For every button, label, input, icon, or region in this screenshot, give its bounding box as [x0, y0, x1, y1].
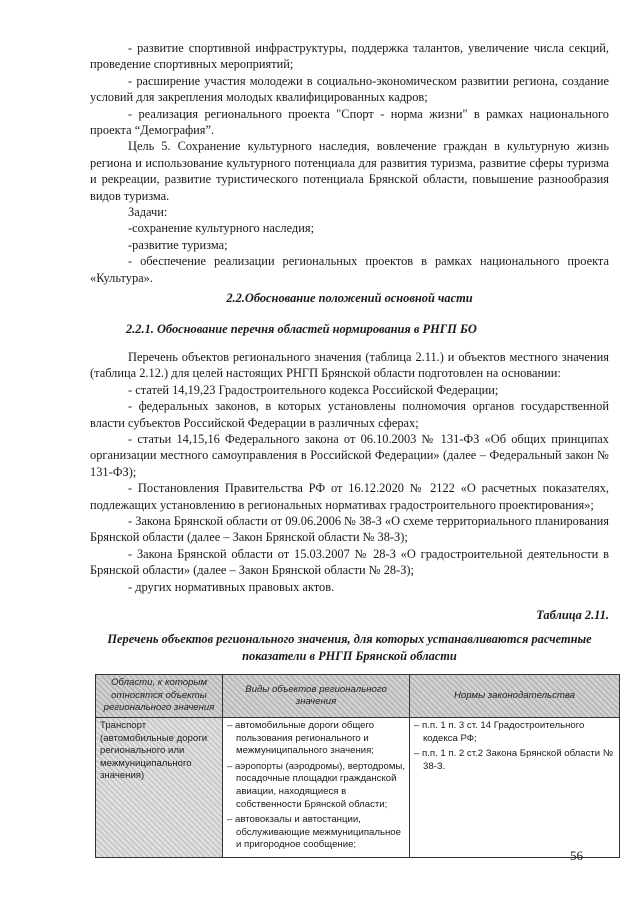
page-number: 56 — [570, 848, 583, 863]
page-text — [90, 40, 614, 858]
list-item: – п.п. 1 п. 3 ст. 14 Градостроительного кодекса РФ; — [414, 720, 615, 745]
paragraph: - других нормативных правовых актов. — [128, 579, 335, 594]
paragraph: Задачи: — [128, 205, 168, 220]
list-item: – автовокзалы и автостанции, обслуживающие межмуниципальное и пригородное сообщение; — [227, 814, 405, 852]
table-row — [96, 718, 620, 858]
paragraph: - развитие спортивной инфраструктуры, поддержка талантов, увеличение числа секций, проведение спортивных мероприятий; — [90, 41, 609, 72]
paragraph: - расширение участия молодежи в социально-экономическом развитии региона, создание условий для закрепления молодых квалифицированных кадров; — [90, 73, 609, 105]
table-label: Таблица 2.11. — [536, 608, 609, 622]
norms-list — [414, 720, 615, 773]
kinds-list — [227, 720, 405, 852]
table-header-cell: Области, к которым относятся объекты регионального значения — [96, 675, 223, 718]
table-header-cell: Виды объектов регионального значения — [223, 675, 410, 718]
paragraph: Перечень объектов регионального значения (таблица 2.11.) и объектов местного значения (таблица 2.12.) для целей настоящих РНГП Брянской области подготовлен на основании: — [90, 349, 609, 381]
paragraph: - Закона Брянской области от 15.03.2007 № 28-З «О градостроительной деятельности в Брянской области» (далее – Закон Брянской области № 28-З); — [90, 546, 609, 578]
table-header-cell: Нормы законодательства — [410, 675, 620, 718]
list-item: – аэропорты (аэродромы), вертодромы, посадочные площадки гражданской авиации, находящиеся в собственности Брянской области; — [227, 761, 405, 811]
paragraph: - Постановления Правительства РФ от 16.12.2020 № 2122 «О расчетных показателях, подлежащих установлению в региональных нормативах градостроительного проектирования»; — [90, 481, 609, 512]
table-cell-norms — [410, 718, 620, 858]
paragraph: Цель 5. Сохранение культурного наследия, вовлечение граждан в культурную жизнь региона и использование культурного потенциала для развития туризма, развитие сферы туризма и рекреации, развитие туристического потенциала Брянской области, повышение разнообразия видов туризма. — [90, 139, 609, 203]
paragraph: - Закона Брянской области от 09.06.2006 № 38-З «О схеме территориального планирования Брянской области (далее – Закон Брянской области № 38-З); — [90, 513, 609, 545]
paragraph: - статьи 14,15,16 Федерального закона от 06.10.2003 № 131-ФЗ «Об общих принципах организации местного самоуправления в Российской Федерации» (далее – Федеральный закон № 131-ФЗ); — [90, 431, 609, 479]
paragraph: - реализация регионального проекта "Спорт - норма жизни" в рамках национального проекта “Демография”. — [90, 106, 609, 138]
paragraph: -сохранение культурного наследия; — [128, 221, 315, 236]
table-cell-area: Транспорт (автомобильные дороги регионального или межмуниципального значения) — [96, 718, 223, 858]
table-cell-kinds — [223, 718, 410, 858]
regional-objects-table — [95, 674, 620, 858]
table-title: Перечень объектов регионального значения, для которых устанавливаются расчетные показатели в РНГП Брянской области — [107, 632, 592, 663]
section-heading: 2.2.Обоснование положений основной части — [226, 291, 473, 306]
subsection-heading: 2.2.1. Обоснование перечня областей нормирования в РНГП БО — [126, 321, 477, 336]
paragraph: - статей 14,19,23 Градостроительного кодекса Российской Федерации; — [128, 382, 499, 397]
paragraph: - обеспечение реализации региональных проектов в рамках национального проекта «Культура». — [90, 254, 609, 285]
list-item: – автомобильные дороги общего пользования регионального и межмуниципального значения; — [227, 720, 405, 758]
table-header-row — [96, 675, 620, 718]
list-item: – п.п. 1 п. 2 ст.2 Закона Брянской области № 38-З. — [414, 748, 615, 773]
paragraph: - федеральных законов, в которых установлены полномочия органов государственной власти субъектов Российской Федерации в различных сферах; — [90, 399, 609, 430]
paragraph: -развитие туризма; — [128, 237, 228, 252]
